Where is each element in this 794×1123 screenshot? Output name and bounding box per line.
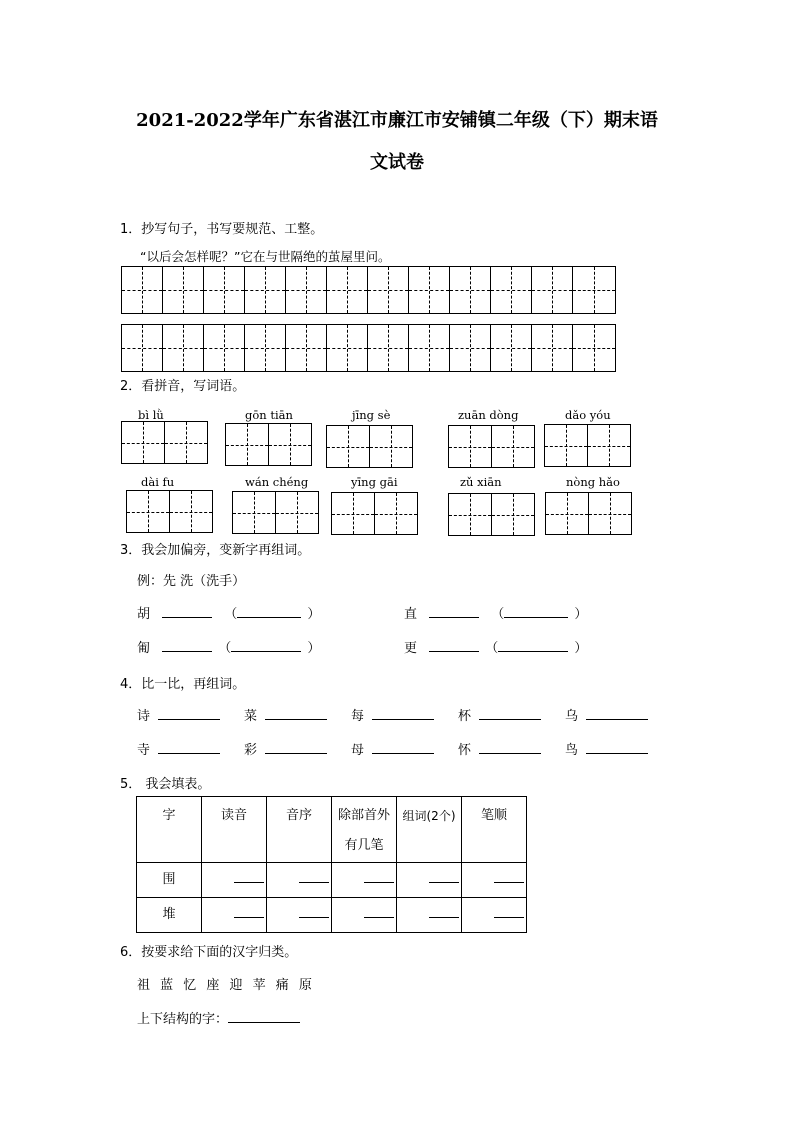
- q4-item: 怀: [458, 739, 541, 758]
- page-title-line1: 2021-2022学年广东省湛江市廉江市安铺镇二年级（下）期末语: [136, 110, 658, 131]
- pinyin-grid: [448, 493, 535, 536]
- pinyin: zǔ xiān: [460, 475, 502, 489]
- answer-blank[interactable]: [504, 606, 568, 618]
- table-header: 字: [137, 797, 202, 863]
- page-title-line2: 文试卷: [370, 152, 424, 173]
- table-cell[interactable]: [267, 863, 332, 898]
- pinyin-grid: [232, 491, 319, 534]
- answer-blank[interactable]: [231, 640, 301, 652]
- answer-blank[interactable]: [479, 708, 541, 720]
- answer-blank[interactable]: [372, 742, 434, 754]
- q4-item: 诗: [137, 705, 220, 724]
- pinyin: gōn tiān: [245, 408, 293, 422]
- pinyin: wán chéng: [245, 475, 309, 489]
- table-cell[interactable]: [332, 898, 397, 933]
- pinyin-grid: [544, 424, 631, 467]
- q3-item: 直 （ ）: [404, 607, 588, 622]
- q4-item: 杯: [458, 705, 541, 724]
- q2-label: 2．看拼音，写词语。: [120, 379, 246, 394]
- table-cell[interactable]: [267, 898, 332, 933]
- copy-grid-row-1: [121, 266, 616, 314]
- answer-blank[interactable]: [265, 742, 327, 754]
- fill-table: [136, 796, 527, 933]
- table-header: 笔顺: [462, 797, 527, 863]
- pinyin: bì lǜ: [138, 408, 164, 422]
- table-header: 读音: [202, 797, 267, 863]
- answer-blank[interactable]: [158, 742, 220, 754]
- pinyin-grid: [331, 492, 418, 535]
- q3-item: 匍 （ ）: [137, 641, 321, 656]
- q4-item: 彩: [244, 739, 327, 758]
- q6-prompt: 上下结构的字：: [137, 1008, 300, 1027]
- table-row-char: 堆: [137, 898, 202, 933]
- pinyin: yīng gāi: [351, 475, 398, 489]
- pinyin-grid: [126, 490, 213, 533]
- q3-item: 胡 （ ）: [137, 607, 321, 622]
- pinyin-grid: [545, 492, 632, 535]
- q4-item: 每: [351, 705, 434, 724]
- pinyin: dǎo yóu: [565, 408, 611, 422]
- table-cell[interactable]: [462, 863, 527, 898]
- table-cell[interactable]: [397, 863, 462, 898]
- table-cell[interactable]: [397, 898, 462, 933]
- q3-label: 3．我会加偏旁，变新字再组词。: [120, 543, 311, 558]
- q3-item: 更 （ ）: [404, 641, 588, 656]
- q3-example: 例：先 洗（洗手）: [137, 574, 246, 589]
- answer-blank[interactable]: [158, 708, 220, 720]
- table-row-char: 围: [137, 863, 202, 898]
- pinyin: nòng hǎo: [566, 475, 620, 489]
- answer-blank[interactable]: [429, 640, 479, 652]
- table-cell[interactable]: [202, 898, 267, 933]
- table-header: 除部首外 有几笔: [332, 797, 397, 863]
- q1-sentence: “以后会怎样呢？”它在与世隔绝的茧屋里问。: [140, 249, 391, 264]
- table-cell[interactable]: [202, 863, 267, 898]
- table-cell[interactable]: [332, 863, 397, 898]
- answer-blank[interactable]: [162, 640, 212, 652]
- q1-label: 1．抄写句子，书写要规范、工整。: [120, 222, 324, 237]
- answer-blank[interactable]: [162, 606, 212, 618]
- table-header: 音序: [267, 797, 332, 863]
- q4-item: 寺: [137, 739, 220, 758]
- q4-item: 母: [351, 739, 434, 758]
- pinyin: jīng sè: [352, 408, 391, 422]
- q4-item: 菜: [244, 705, 327, 724]
- table-header: 组词(2个): [397, 797, 462, 863]
- q6-chars: 祖 蓝 忆 座 迎 苹 痛 原: [137, 978, 314, 993]
- q6-label: 6．按要求给下面的汉字归类。: [120, 945, 298, 960]
- answer-blank[interactable]: [479, 742, 541, 754]
- q4-item: 鸟: [565, 739, 648, 758]
- pinyin: dài fu: [141, 475, 175, 489]
- table-cell[interactable]: [462, 898, 527, 933]
- pinyin-grid: [225, 423, 312, 466]
- answer-blank[interactable]: [228, 1011, 300, 1023]
- pinyin-grid: [326, 425, 413, 468]
- answer-blank[interactable]: [372, 708, 434, 720]
- answer-blank[interactable]: [586, 708, 648, 720]
- pinyin: zuān dòng: [458, 408, 519, 422]
- q4-item: 乌: [565, 705, 648, 724]
- answer-blank[interactable]: [237, 606, 301, 618]
- q4-label: 4．比一比，再组词。: [120, 677, 246, 692]
- pinyin-grid: [448, 425, 535, 468]
- answer-blank[interactable]: [498, 640, 568, 652]
- pinyin-grid: [121, 421, 208, 464]
- answer-blank[interactable]: [586, 742, 648, 754]
- copy-grid-row-2: [121, 324, 616, 372]
- q5-label: 5． 我会填表。: [120, 777, 211, 792]
- answer-blank[interactable]: [265, 708, 327, 720]
- answer-blank[interactable]: [429, 606, 479, 618]
